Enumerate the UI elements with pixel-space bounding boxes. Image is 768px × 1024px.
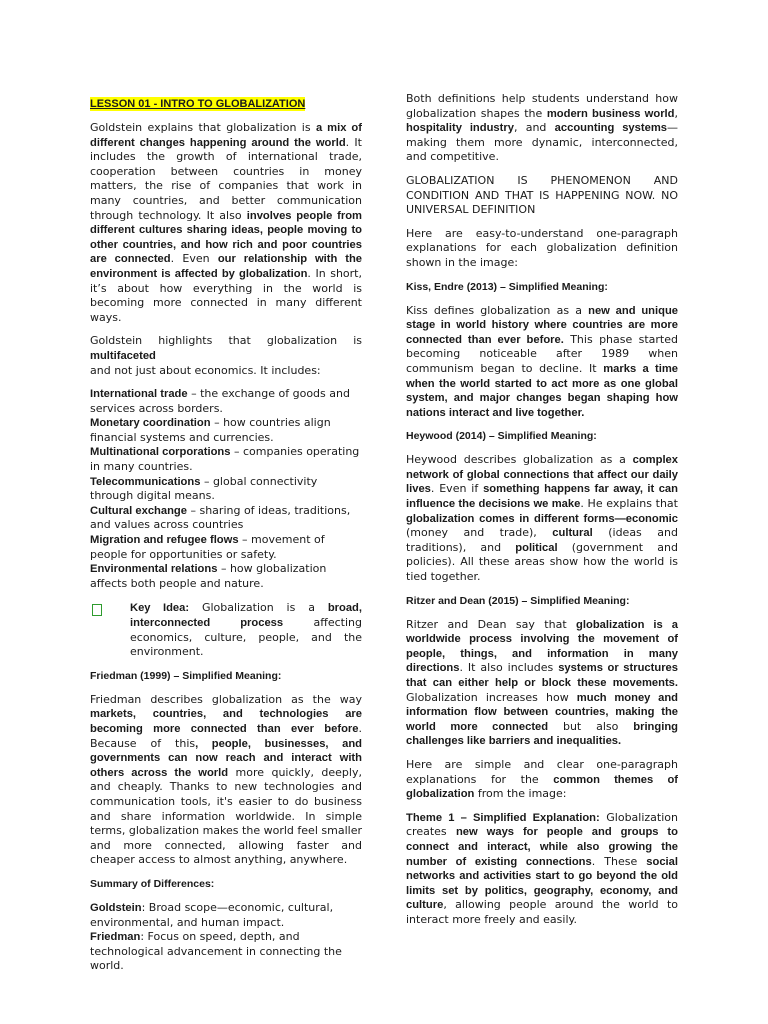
explanations-intro: Here are easy-to-understand one-paragraph explanations for each globalization definition shown in the image: [406, 226, 678, 269]
includes-list [90, 387, 362, 591]
theme-1-paragraph [406, 811, 678, 928]
goldstein-includes-line: and not just about economics. It includes: [90, 363, 321, 377]
text-run: This phase started becoming noticeable after 1989 when communism began to decline. It [406, 332, 678, 375]
list-item-description: – how globalization affects both people and nature. [90, 562, 327, 590]
list-item [90, 445, 362, 474]
bold-run: hospitality industry [406, 122, 514, 135]
text-run: Globalization creates [406, 810, 678, 839]
list-item-description: – companies operating in many countries. [90, 445, 360, 474]
bold-run: modern business world [546, 107, 675, 120]
key-idea-text [130, 601, 362, 659]
text-run: . These [591, 854, 647, 868]
list-item-term: Migration and refugee flows [90, 534, 239, 547]
friedman-paragraph [90, 693, 362, 868]
bold-run: social networks and activities start to go beyond the old limits set by politics, geography, economy, and culture [406, 855, 678, 912]
text-run: Goldstein explains that globalization is [90, 121, 316, 134]
text-run: from the image: [474, 787, 567, 801]
bold-run: accounting systems [554, 122, 667, 135]
kiss-paragraph [406, 304, 678, 421]
text-run: more quickly, deeply, and cheaply. Thanks to new technologies and communication tools, it's easier to do business and share information worldwide. In simple terms, globalization makes the world feel smaller and more connected, allowing faster and cheaper access to almost anything, anywhere. [90, 765, 362, 867]
kiss-heading: Kiss, Endre (2013) – Simplified Meaning: [406, 280, 608, 293]
list-item-description: : Focus on speed, depth, and technological advancement in connecting the world. [90, 930, 342, 973]
list-item-term: Monetary coordination [90, 417, 211, 430]
checkbox-icon [92, 604, 102, 616]
bold-run: , people, businesses, and governments can now reach and interact with others across the world [90, 737, 362, 779]
list-item-description: – the exchange of goods and services across borders. [90, 387, 350, 415]
list-item [90, 475, 362, 504]
list-item [90, 504, 362, 533]
definitions-paragraph [406, 92, 678, 165]
goldstein-highlight-line [90, 334, 362, 363]
bold-run: much money and information flow between countries, making the world more connected [406, 691, 678, 733]
text-run: Both definitions help students understand how globalization shapes the [406, 92, 678, 120]
bold-run: Theme 1 – Simplified Explanation: [406, 811, 600, 824]
bold-run: new ways for people and groups to connect and interact, while also growing the number of existing connections [406, 826, 678, 868]
friedman-heading: Friedman (1999) – Simplified Meaning: [90, 669, 282, 682]
bold-run: involves people from different cultures sharing ideas, people moving to other countries, and how rich and poor countries are connected [90, 209, 363, 266]
list-item-term: Cultural exchange [90, 504, 187, 517]
text-run: (government and policies). All these areas show how the world is tied together. [406, 540, 678, 584]
text-run: , [674, 106, 679, 120]
text-run: but also [548, 719, 634, 733]
text-run: Globalization is a [189, 601, 328, 615]
bold-run: our relationship with the environment is affected by globalization [90, 253, 362, 280]
text-run: . He explains that [580, 497, 678, 511]
text-run: Goldstein highlights that globalization is [90, 334, 362, 348]
list-item [90, 562, 362, 591]
list-item-term: International trade [90, 388, 188, 401]
text-run: affecting economics, culture, people, and the environment. [130, 616, 362, 659]
bold-run: multifaceted [90, 349, 156, 362]
text-run: —making them more dynamic, interconnected, and competitive. [406, 121, 678, 164]
text-run: . Because of this [90, 721, 362, 750]
text-run: , and [513, 121, 555, 135]
list-item-description: – how countries align financial systems and currencies. [90, 416, 331, 444]
text-run: (money and trade), [406, 526, 553, 540]
bold-run: political [515, 541, 558, 554]
list-item [90, 533, 362, 562]
text-run: (ideas and traditions), and [406, 526, 678, 554]
bold-run: bringing challenges like barriers and inequalities. [406, 720, 678, 748]
left-column [90, 92, 362, 974]
list-item [90, 930, 362, 974]
text-run: . It also includes [459, 661, 559, 675]
bold-run: new and unique stage in world history where countries are more connected than ever before. [406, 304, 678, 346]
list-item-description: : Broad scope—economic, cultural, environmental, and human impact. [90, 900, 334, 929]
text-run: . In short, it’s about how everything in the world is becoming more connected in many different ways. [90, 266, 362, 324]
list-item-term: Environmental relations [90, 563, 218, 576]
ritzer-dean-paragraph [406, 618, 678, 749]
text-run: Heywood describes globalization as a [406, 453, 633, 467]
ritzer-dean-heading: Ritzer and Dean (2015) – Simplified Meaning: [406, 594, 630, 607]
list-item [90, 901, 362, 930]
bold-run: common themes of globalization [406, 773, 678, 801]
text-run: . It includes the growth of international trade, cooperation between countries in money matters, the rise of companies that work in many countries, and better communication through technology. It also [90, 135, 362, 222]
list-item [90, 387, 362, 416]
text-run: . Even if [430, 482, 484, 496]
text-run: Kiss defines globalization as a [406, 303, 589, 317]
list-item-description: – global connectivity through digital means. [90, 474, 318, 503]
list-item-term: Goldstein [90, 901, 142, 914]
themes-intro [406, 758, 678, 802]
heywood-heading: Heywood (2014) – Simplified Meaning: [406, 430, 597, 443]
bold-run: markets, countries, and technologies are becoming more connected than ever before [90, 708, 362, 735]
summary-list [90, 901, 362, 974]
caps-statement: GLOBALIZATION IS PHENOMENON AND CONDITION AND THAT IS HAPPENING NOW. NO UNIVERSAL DEFINITION [406, 173, 678, 217]
list-item-term: Multinational corporations [90, 446, 231, 459]
bold-run: globalization is a worldwide process involving the movement of people, things, and information in many directions [406, 618, 678, 675]
list-item-term: Friedman [90, 931, 141, 944]
heywood-paragraph [406, 453, 678, 584]
list-item-description: – movement of people for opportunities or safety. [90, 533, 325, 561]
bold-run: cultural [552, 527, 593, 540]
text-run: Globalization increases how [406, 690, 577, 704]
text-run: Friedman describes globalization as the way [90, 692, 362, 706]
bold-run: complex network of global connections that affect our daily lives [406, 454, 678, 496]
bold-run: broad, interconnected process [130, 602, 362, 629]
bold-run: globalization comes in different forms—economic [406, 512, 678, 525]
summary-heading: Summary of Differences: [90, 877, 215, 890]
text-run: Here are simple and clear one-paragraph explanations for the [406, 757, 678, 786]
list-item-term: Telecommunications [90, 475, 201, 488]
bold-run: systems or structures that can either help or block these movements. [406, 662, 678, 689]
key-idea-label: Key Idea: [130, 602, 190, 615]
right-column [406, 92, 678, 937]
text-run: , allowing people around the world to interact more freely and easily. [406, 898, 678, 926]
bold-run: a mix of different changes happening around the world [90, 122, 362, 149]
list-item [90, 416, 362, 445]
lesson-title: LESSON 01 - INTRO TO GLOBALIZATION [90, 98, 306, 110]
bold-run: something happens far away, it can influence the decisions we make [406, 483, 678, 511]
list-item-description: – sharing of ideas, traditions, and values across countries [90, 503, 351, 532]
text-run: . Even [170, 252, 218, 266]
text-run: Ritzer and Dean say that [406, 617, 577, 631]
goldstein-paragraph [90, 121, 362, 325]
key-idea [90, 601, 362, 659]
bold-run: marks a time when the world started to act more as one global system, and major changes began shaping how nations interact and live together. [406, 362, 679, 419]
